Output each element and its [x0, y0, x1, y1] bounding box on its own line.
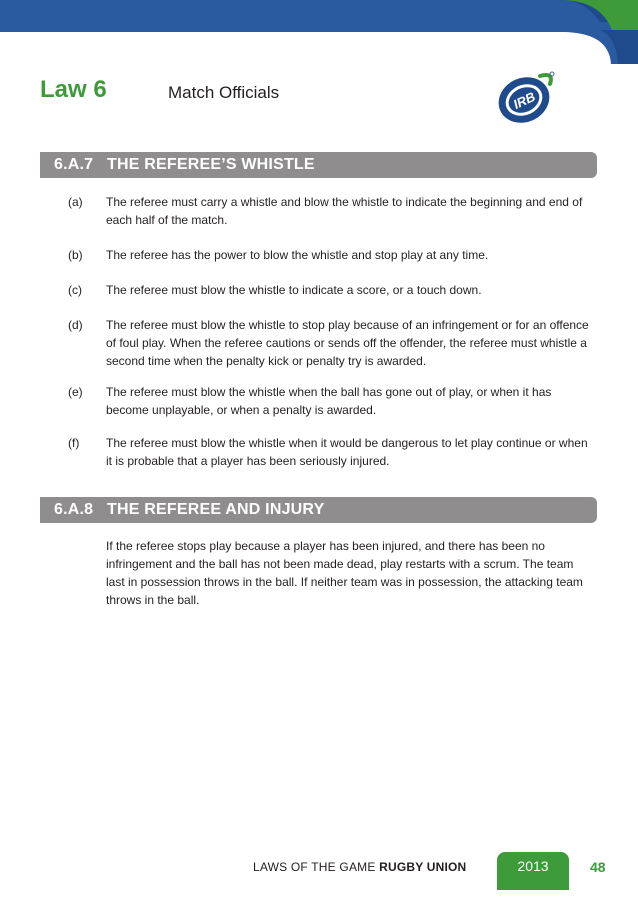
- year-tab: [497, 852, 569, 890]
- law-number: Law 6: [40, 76, 107, 103]
- section-header-6a8: [40, 497, 597, 523]
- item-text: The referee must blow the whistle when the ball has gone out of play, or when it has become unplayable, or when a penalty is awarded.: [106, 385, 552, 417]
- item-label: (c): [68, 283, 82, 297]
- item-text: The referee must carry a whistle and blow the whistle to indicate the beginning and end of each half of the match.: [106, 195, 583, 227]
- law-title: Match Officials: [168, 83, 280, 102]
- section-title: THE REFEREE AND INJURY: [107, 501, 325, 518]
- item-label: (a): [68, 195, 83, 209]
- year-text: 2013: [517, 858, 549, 874]
- item-label: (e): [68, 385, 83, 399]
- section-title: THE REFEREE’S WHISTLE: [107, 156, 315, 173]
- item-text: The referee must blow the whistle to indicate a score, or a touch down.: [106, 283, 482, 297]
- page-number: 48: [590, 859, 606, 875]
- item-label: (b): [68, 248, 83, 262]
- item-text: The referee must blow the whistle to stop play because of an infringement or for an offence of foul play. When the referee cautions or sends off the offender, the referee must whistle a second time when the penalty kick or penalty try is awarded.: [106, 318, 589, 368]
- footer-bold: RUGBY UNION: [379, 860, 467, 874]
- section-header-6a7: [40, 152, 597, 178]
- section-paragraph: If the referee stops play because a player has been injured, and there has been no infringement and the ball has not been made dead, play restarts with a scrum. The team last in possession throws in the ball. If neither team was in possession, the attacking team throws in the ball.: [106, 539, 583, 607]
- item-text: The referee has the power to blow the whistle and stop play at any time.: [106, 248, 489, 262]
- footer-prefix: LAWS OF THE GAME: [253, 860, 380, 874]
- header-band: [0, 0, 638, 64]
- section-number: 6.A.8: [54, 501, 94, 518]
- irb-logo: [494, 66, 558, 126]
- item-label: (f): [68, 436, 80, 450]
- logo-text: IRB: [510, 88, 538, 112]
- footer-title: [253, 860, 466, 874]
- section-number: 6.A.7: [54, 156, 94, 173]
- item-text: The referee must blow the whistle when it would be dangerous to let play continue or when it is probable that a player has been seriously injured.: [106, 436, 588, 468]
- item-label: (d): [68, 318, 83, 332]
